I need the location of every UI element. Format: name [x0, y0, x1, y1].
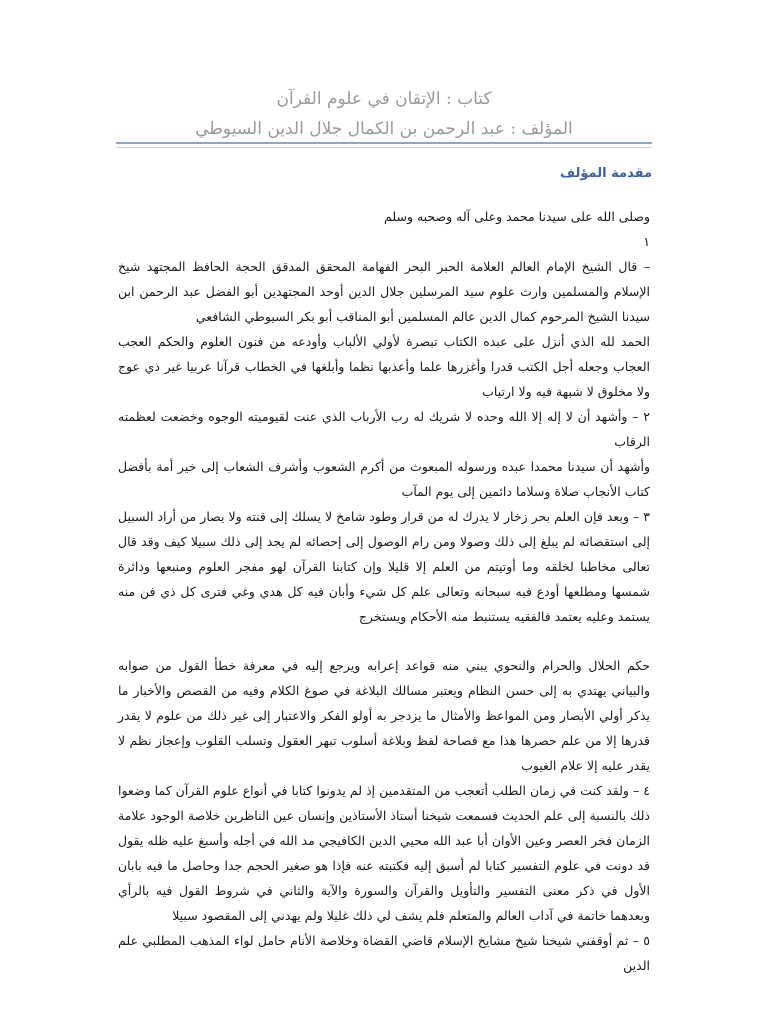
paragraph-2-shahada: ٢ – وأشهد أن لا إله إلا الله وحده لا شريك له رب الأرباب الذي عنت لقيوميته الوجوه وخضعت لعظمته الرقاب [118, 409, 650, 449]
section-title: مقدمة المؤلف [560, 166, 652, 181]
book-title: كتاب : الإتقان في علوم القرآن [276, 89, 492, 109]
body-text [118, 204, 650, 978]
paragraph-3-knowledge: ٣ – وبعد فإن العلم بحر زخار لا يدرك له من قرار وطود شامخ لا يسلك إلى قنته ولا يصار من أراد السبيل إلى استقصائه لم يبلغ إلى ذلك وصولا ومن رام الوصول إلى إحصائه لم يجد إلى ذلك سبيلا كيف وقد قال تعالى مخاطبا لخلقه وما أوتيتم من العلم إلا قليلا وإن كتابنا القرآن لهو مفجر العلوم ومنبعها ودائرة شمسها ومطلعها أودع فيه سبحانه وتعالى علم كل شيء وأبان فيه كل هدي وغي فترى كل ذي فن منه يستمد وعليه يعتمد فالفقيه يستنبط منه الأحكام ويستخرج [118, 509, 650, 624]
paragraph-salutation: وصلى الله على سيدنا محمد وعلى آله وصحبه وسلم [384, 209, 650, 224]
paragraph-5-shaykh: ٥ – ثم أوقفني شيخنا شيخ مشايخ الإسلام قاضي القضاة وخلاصة الأنام حامل لواء المذهب المطلبي علم الدين [118, 933, 650, 973]
header-divider-secondary [116, 147, 652, 148]
header-divider [116, 142, 652, 144]
paragraph-halal-haram: حكم الحلال والحرام والنحوي يبني منه قواعد إعرابه ويرجع إليه في معرفة خطأ القول من صوابه والبياني يهتدي به إلى حسن النظام ويعتبر مسالك البلاغة في صوغ الكلام وفيه من القصص والأخبار ما يذكر أولي الأبصار ومن المواعظ والأمثال ما يزدجر به أولو الفكر والاعتبار إلى غير ذلك من علوم لا يقدر قدرها إلا من علم حصرها هذا مع فصاحة لفظ وبلاغة أسلوب تبهر العقول وتسلب القلوب وإعجاز نظم لا يقدر عليه إلا علام الغيوب [118, 658, 650, 773]
paragraph-author-intro: – قال الشيخ الإمام العالم العلامة الحبر البحر الفهامة المحقق المدقق الحجة الحافظ المجتهد شيخ الإسلام والمسلمين وارث علوم سيد المرسلين جلال الدين أوحد المجتهدين أبو الفضل عبد الرحمن ابن سيدنا الشيخ المرحوم كمال الدين عالم المسلمين أبو المناقب أبو بكر السيوطي الشافعي [118, 259, 650, 324]
paragraph-number-1: ١ [643, 234, 650, 249]
author-line: المؤلف : عبد الرحمن بن الكمال جلال الدين السيوطي [195, 119, 573, 139]
paragraph-hamd: الحمد لله الذي أنزل على عبده الكتاب تبصرة لأولي الألباب وأودعه من فنون العلوم والحكم العجب العجاب وجعله أجل الكتب قدرا وأغزرها علما وأعذبها نظما وأبلغها في الخطاب قرآنا عربيا غير ذي عوج ولا مخلوق لا شبهة فيه ولا ارتياب [118, 334, 650, 399]
page-header [112, 84, 656, 144]
paragraph-4-study: ٤ – ولقد كنت في زمان الطلب أتعجب من المتقدمين إذ لم يدونوا كتابا في أنواع علوم القرآن كما وضعوا ذلك بالنسبة إلى علم الحديث فسمعت شيخنا أستاذ الأستاذين وإنسان عين الناظرين خلاصة الوجود علامة الزمان فخر العصر وعين الأوان أبا عبد الله محيي الدين الكافيجي مد الله في أجله وأسبغ عليه ظله يقول قد دونت في علوم التفسير كتابا لم أسبق إليه فكتبته عنه فإذا هو صغير الحجم جدا وحاصل ما فيه بابان الأول في ذكر معنى التفسير والتأويل والقرآن والسورة والآية والثاني في شروط القول فيه بالرأي وبعدهما خاتمة في آداب العالم والمتعلم فلم يشف لي ذلك غليلا ولم يهدني إلى المقصود سبيلا [118, 783, 650, 923]
paragraph-shahada-prophet: وأشهد أن سيدنا محمدا عبده ورسوله المبعوث من أكرم الشعوب وأشرف الشعاب إلى خير أمة بأفضل كتاب الأنجاب صلاة وسلاما دائمين إلى يوم المآب [118, 459, 650, 499]
